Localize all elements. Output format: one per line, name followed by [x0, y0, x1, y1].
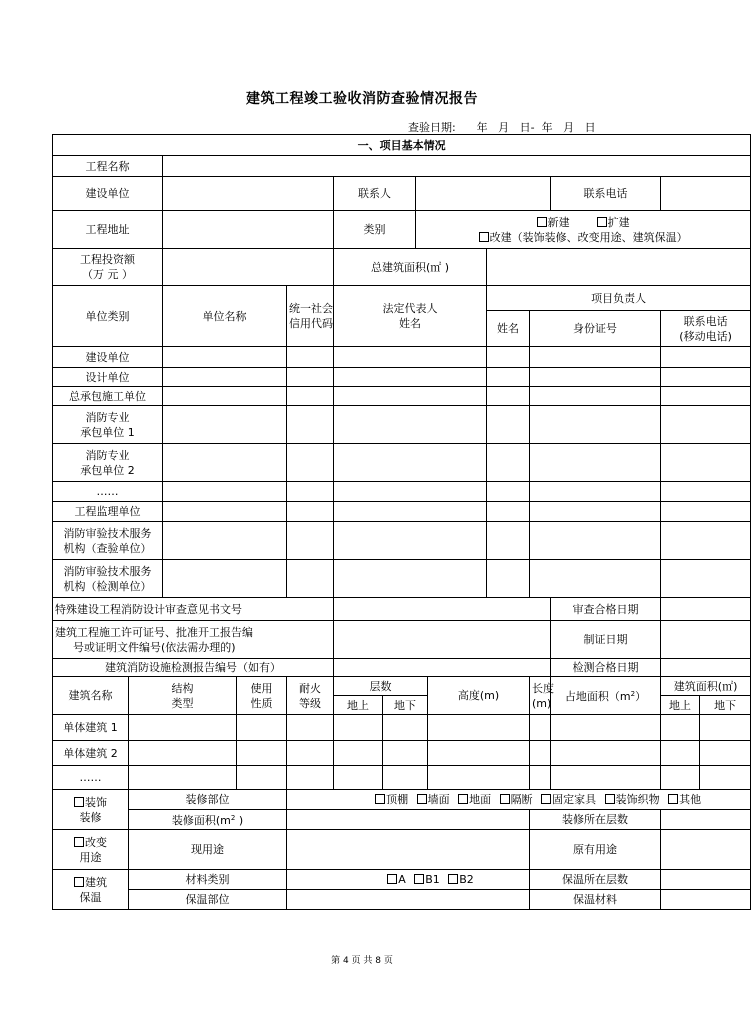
header-length: 长度 (m)	[530, 677, 551, 715]
building-cell[interactable]	[287, 766, 334, 790]
label-decoration-area: 装修面积($m^2$ )	[129, 810, 287, 830]
checkbox-icon	[74, 877, 84, 887]
unit-manager-id-cell[interactable]	[530, 560, 661, 598]
building-cell[interactable]	[237, 741, 287, 766]
checkbox-icon	[500, 794, 510, 804]
building-cell[interactable]	[661, 741, 700, 766]
field-project-name[interactable]	[163, 156, 751, 177]
building-cell[interactable]	[700, 741, 751, 766]
unit-code-cell[interactable]	[287, 406, 334, 444]
header-building-area: 建筑面积(㎡)	[661, 677, 751, 696]
unit-row-label: 工程监理单位	[53, 502, 163, 522]
unit-name-cell[interactable]	[163, 387, 287, 406]
header-project-manager: 项目负责人	[487, 286, 751, 311]
report-title: 建筑工程竣工验收消防查验情况报告	[246, 91, 478, 107]
unit-manager-name-cell[interactable]	[487, 502, 530, 522]
checkbox-icon	[417, 794, 427, 804]
field-test-report[interactable]	[334, 659, 551, 677]
label-original-use: 原有用途	[530, 830, 661, 870]
label-decoration-part: 装修部位	[129, 790, 287, 810]
use-change-label: 改变 用途	[53, 830, 129, 870]
header-floors-below: 地下	[383, 696, 428, 715]
unit-legal-cell[interactable]	[334, 502, 487, 522]
checkbox-icon	[597, 217, 607, 227]
building-cell[interactable]	[237, 715, 287, 741]
building-cell[interactable]	[530, 741, 551, 766]
building-cell[interactable]	[129, 715, 237, 741]
building-cell[interactable]	[551, 766, 661, 790]
unit-legal-cell[interactable]	[334, 482, 487, 502]
label-contact-phone: 联系电话	[551, 177, 661, 211]
unit-row-label: ……	[53, 482, 163, 502]
checkbox-icon	[375, 794, 385, 804]
header-area-below: 地下	[700, 696, 751, 715]
checkbox-floor[interactable]: 地面	[458, 793, 491, 806]
building-cell[interactable]	[383, 741, 428, 766]
unit-manager-phone-cell[interactable]	[661, 522, 751, 560]
label-category: 类别	[334, 211, 416, 249]
label-insulation-part: 保温部位	[129, 890, 287, 910]
report-form-table	[52, 134, 751, 910]
unit-legal-cell[interactable]	[334, 444, 487, 482]
unit-legal-cell[interactable]	[334, 347, 487, 368]
checkbox-icon	[537, 217, 547, 227]
checkbox-icon	[448, 874, 458, 884]
header-manager-phone: 联系电话 (移动电话)	[661, 311, 751, 347]
field-current-use[interactable]	[287, 830, 530, 870]
building-cell[interactable]	[334, 741, 383, 766]
unit-manager-phone-cell[interactable]	[661, 502, 751, 522]
label-test-report: 建筑消防设施检测报告编号（如有）	[53, 659, 334, 677]
label-decoration-floor: 装修所在层数	[530, 810, 661, 830]
unit-name-cell[interactable]	[163, 560, 287, 598]
material-type-options	[287, 870, 530, 890]
unit-name-cell[interactable]	[163, 406, 287, 444]
header-floors-above: 地上	[334, 696, 383, 715]
unit-name-cell[interactable]	[163, 444, 287, 482]
label-current-use: 现用途	[129, 830, 287, 870]
checkbox-icon	[605, 794, 615, 804]
unit-legal-cell[interactable]	[334, 368, 487, 387]
field-insulation-material[interactable]	[661, 890, 751, 910]
unit-manager-id-cell[interactable]	[530, 368, 661, 387]
checkbox-decoration[interactable]: 装饰	[55, 795, 126, 810]
field-original-use[interactable]	[661, 830, 751, 870]
unit-row-label: 消防专业 承包单位 2	[53, 444, 163, 482]
header-manager-id: 身份证号	[530, 311, 661, 347]
label-material-type: 材料类别	[129, 870, 287, 890]
header-area-above: 地上	[661, 696, 700, 715]
decoration-part-options	[287, 790, 751, 810]
field-special-review[interactable]	[334, 598, 551, 621]
unit-manager-name-cell[interactable]	[487, 560, 530, 598]
label-insulation-floor: 保温所在层数	[530, 870, 661, 890]
label-construction-unit: 建设单位	[53, 177, 163, 211]
checkbox-class-b2[interactable]: B2	[448, 873, 474, 886]
header-fire-rating: 耐火 等级	[287, 677, 334, 715]
checkbox-new[interactable]: 新建	[537, 216, 570, 229]
building-cell[interactable]	[334, 715, 383, 741]
checkbox-icon	[479, 232, 489, 242]
checkbox-icon	[541, 794, 551, 804]
header-credit-code: 统一社会 信用代码	[287, 286, 334, 347]
unit-row-label: 总承包施工单位	[53, 387, 163, 406]
building-cell[interactable]	[383, 715, 428, 741]
label-test-date: 检测合格日期	[551, 659, 661, 677]
field-investment[interactable]	[163, 249, 334, 286]
unit-row-label: 设计单位	[53, 368, 163, 387]
building-cell[interactable]	[383, 766, 428, 790]
checkbox-wall[interactable]: 墙面	[417, 793, 450, 806]
unit-manager-name-cell[interactable]	[487, 522, 530, 560]
building-cell[interactable]	[428, 766, 530, 790]
page-footer: 第 4 页 共 8 页	[331, 956, 393, 966]
unit-legal-cell[interactable]	[334, 387, 487, 406]
header-legal-rep: 法定代表人 姓名	[334, 286, 487, 347]
unit-manager-id-cell[interactable]	[530, 482, 661, 502]
section-title: 一、项目基本情况	[53, 135, 751, 156]
unit-manager-name-cell[interactable]	[487, 368, 530, 387]
building-cell[interactable]	[551, 741, 661, 766]
field-decoration-area[interactable]	[287, 810, 530, 830]
checkbox-rebuild[interactable]: 改建（装饰装修、改变用途、建筑保温）	[418, 230, 748, 245]
header-usage: 使用 性质	[237, 677, 287, 715]
checkbox-use-change[interactable]: 改变	[55, 835, 126, 850]
unit-manager-name-cell[interactable]	[487, 406, 530, 444]
building-cell[interactable]	[129, 766, 237, 790]
unit-name-cell[interactable]	[163, 482, 287, 502]
unit-manager-phone-cell[interactable]	[661, 387, 751, 406]
building-cell[interactable]	[661, 766, 700, 790]
label-project-address: 工程地址	[53, 211, 163, 249]
checkbox-furniture[interactable]: 固定家具	[541, 793, 596, 806]
header-unit-type: 单位类别	[53, 286, 163, 347]
checkbox-icon	[74, 837, 84, 847]
checkbox-icon	[668, 794, 678, 804]
checkbox-ceiling[interactable]: 顶棚	[375, 793, 408, 806]
header-manager-name: 姓名	[487, 311, 530, 347]
unit-code-cell[interactable]	[287, 560, 334, 598]
building-cell[interactable]	[428, 715, 530, 741]
unit-manager-phone-cell[interactable]	[661, 347, 751, 368]
header-unit-name: 单位名称	[163, 286, 287, 347]
unit-manager-id-cell[interactable]	[530, 387, 661, 406]
checkbox-icon	[414, 874, 424, 884]
checkbox-insulation[interactable]: 建筑	[55, 875, 126, 890]
unit-manager-phone-cell[interactable]	[661, 560, 751, 598]
unit-name-cell[interactable]	[163, 502, 287, 522]
checkbox-icon	[387, 874, 397, 884]
checkbox-class-a[interactable]: A	[387, 873, 406, 886]
label-review-date: 审查合格日期	[551, 598, 661, 621]
building-cell[interactable]	[530, 766, 551, 790]
building-cell[interactable]	[661, 715, 700, 741]
field-contact-phone[interactable]	[661, 177, 751, 211]
unit-manager-phone-cell[interactable]	[661, 368, 751, 387]
building-cell[interactable]	[334, 766, 383, 790]
building-row-label: ……	[53, 766, 129, 790]
unit-legal-cell[interactable]	[334, 560, 487, 598]
unit-manager-phone-cell[interactable]	[661, 444, 751, 482]
checkbox-partition[interactable]: 隔断	[500, 793, 533, 806]
unit-manager-name-cell[interactable]	[487, 347, 530, 368]
unit-code-cell[interactable]	[287, 368, 334, 387]
building-cell[interactable]	[551, 715, 661, 741]
checkbox-expand[interactable]: 扩建	[597, 216, 630, 229]
building-cell[interactable]	[428, 741, 530, 766]
field-issue-date[interactable]	[661, 621, 751, 659]
unit-code-cell[interactable]	[287, 522, 334, 560]
field-decoration-floor[interactable]	[661, 810, 751, 830]
unit-legal-cell[interactable]	[334, 406, 487, 444]
unit-manager-phone-cell[interactable]	[661, 482, 751, 502]
header-height: 高度(m)	[428, 677, 530, 715]
unit-manager-name-cell[interactable]	[487, 444, 530, 482]
checkbox-other[interactable]: 其他	[668, 793, 701, 806]
unit-name-cell[interactable]	[163, 347, 287, 368]
field-total-area[interactable]	[487, 249, 751, 286]
field-permit[interactable]	[334, 621, 551, 659]
unit-manager-id-cell[interactable]	[530, 444, 661, 482]
checkbox-fabric[interactable]: 装饰织物	[605, 793, 660, 806]
unit-manager-name-cell[interactable]	[487, 482, 530, 502]
label-insulation-material: 保温材料	[530, 890, 661, 910]
label-special-review: 特殊建设工程消防设计审查意见书文号	[53, 598, 334, 621]
building-cell[interactable]	[287, 715, 334, 741]
unit-code-cell[interactable]	[287, 482, 334, 502]
header-floors: 层数	[334, 677, 428, 696]
field-review-date[interactable]	[661, 598, 751, 621]
inspection-date-line: 查验日期: 年 月 日- 年 月 日	[408, 121, 596, 134]
unit-manager-id-cell[interactable]	[530, 347, 661, 368]
unit-row-label: 消防审验技术服务 机构（检测单位）	[53, 560, 163, 598]
unit-manager-phone-cell[interactable]	[661, 406, 751, 444]
label-total-area: 总建筑面积(㎡ )	[334, 249, 487, 286]
building-row-label: 单体建筑 2	[53, 741, 129, 766]
building-cell[interactable]	[129, 741, 237, 766]
header-structure: 结构 类型	[129, 677, 237, 715]
unit-code-cell[interactable]	[287, 444, 334, 482]
label-issue-date: 制证日期	[551, 621, 661, 659]
unit-code-cell[interactable]	[287, 502, 334, 522]
building-cell[interactable]	[700, 766, 751, 790]
unit-row-label: 建设单位	[53, 347, 163, 368]
unit-row-label: 消防审验技术服务 机构（查验单位）	[53, 522, 163, 560]
insulation-label: 建筑 保温	[53, 870, 129, 910]
checkbox-class-b1[interactable]: B1	[414, 873, 440, 886]
building-cell[interactable]	[530, 715, 551, 741]
unit-manager-id-cell[interactable]	[530, 406, 661, 444]
field-construction-unit[interactable]	[163, 177, 334, 211]
label-investment: 工程投资额 （万 元 ）	[53, 249, 163, 286]
checkbox-icon	[458, 794, 468, 804]
field-insulation-part[interactable]	[287, 890, 530, 910]
building-row-label: 单体建筑 1	[53, 715, 129, 741]
unit-code-cell[interactable]	[287, 347, 334, 368]
decoration-label: 装饰 装修	[53, 790, 129, 830]
building-cell[interactable]	[700, 715, 751, 741]
unit-name-cell[interactable]	[163, 522, 287, 560]
unit-manager-id-cell[interactable]	[530, 522, 661, 560]
unit-legal-cell[interactable]	[334, 522, 487, 560]
checkbox-icon	[74, 797, 84, 807]
building-cell[interactable]	[287, 741, 334, 766]
unit-manager-name-cell[interactable]	[487, 387, 530, 406]
unit-manager-id-cell[interactable]	[530, 502, 661, 522]
building-cell[interactable]	[237, 766, 287, 790]
unit-code-cell[interactable]	[287, 387, 334, 406]
label-contact-person: 联系人	[334, 177, 416, 211]
field-insulation-floor[interactable]	[661, 870, 751, 890]
label-project-name: 工程名称	[53, 156, 163, 177]
field-contact-person[interactable]	[416, 177, 551, 211]
field-project-address[interactable]	[163, 211, 334, 249]
unit-row-label: 消防专业 承包单位 1	[53, 406, 163, 444]
category-options	[416, 211, 751, 249]
field-test-date[interactable]	[661, 659, 751, 677]
header-land-area: 占地面积$(m^2)$	[551, 677, 661, 715]
unit-name-cell[interactable]	[163, 368, 287, 387]
label-permit: 建筑工程施工许可证号、批准开工报告编 号或证明文件编号(依法需办理的)	[53, 621, 334, 659]
header-building-name: 建筑名称	[53, 677, 129, 715]
